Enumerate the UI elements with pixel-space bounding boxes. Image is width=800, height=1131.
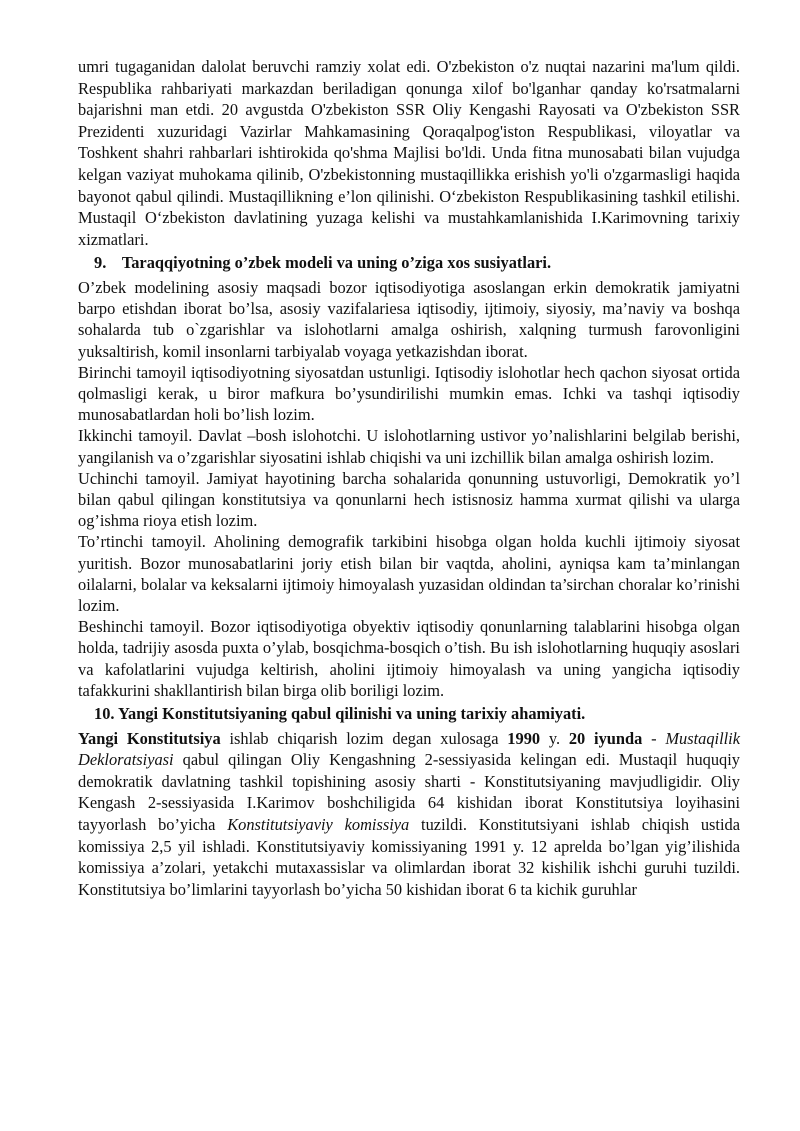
- text-run: -: [642, 728, 666, 748]
- text-run: ishlab chiqarish lozim degan xulosaga: [220, 728, 508, 748]
- section-9-heading: [78, 252, 740, 274]
- text-run: qabul qilingan Oliy Kengashning 2-sessiyasida kelingan edi. Mustaqil huquqiy demokratik davlatning tashkil topishining asosiy sharti - Konstitutsiyaning mavjudligidir. Oliy Kengash 2-sessiyasida I.Karimov boshchiligida 64 kishidan iborat Konstitutsiya loyihasini tayyorlash bo’yicha: [78, 750, 740, 834]
- bold-year: 1990: [507, 728, 541, 748]
- principle-2-paragraph: Ikkinchi tamoyil. Davlat –bosh islohotchi. U islohotlarning ustivor yo’nalishlarini belgilab berishi, yangilanish va o’zgarishlar siyosatini ishlab chiqishi va uni izchillik bilan amalga oshirish lozim.: [78, 426, 740, 467]
- section-10-heading: [78, 703, 740, 725]
- section-9-title: Taraqqiyotning o’zbek modeli va uning o’ziga xos susiyatlari.: [121, 253, 552, 273]
- principle-1-paragraph: Birinchi tamoyil iqtisodiyotning siyosatdan ustunligi. Iqtisodiy islohotlar hech qachon siyosat ortida qolmasligi kerak, u biror mafkura bo’ysundirilishi mumkin emas. Ichki va tashqi iqtisodiy munosabatlardan holi bo’lish lozim.: [78, 362, 740, 425]
- principle-5-paragraph: Beshinchi tamoyil. Bozor iqtisodiyotiga obyektiv iqtisodiy qonunlarning talablarini hisobga olgan holda, tadrijiy asosda puxta o’ylab, bosqichma-bosqich o’tish. Bu ish islohotlarning huquqiy asoslari va kafolatlarini vujudga keltirish, aholini ijtimoiy himoyalash va uning yangicha iqtisodiy tafakkurini shakllantirish bilan birga olib boriligi lozim.: [78, 617, 740, 700]
- principle-3-paragraph: Uchinchi tamoyil. Jamiyat hayotining barcha sohalarida qonunning ustuvorligi, Demokratik yo’l bilan qabul qilingan konstitutsiya va qonunlarni hech istisnosiz hamma xurmat qilishi va ularga og’ishma rioya etish lozim.: [78, 468, 740, 531]
- section-10-paragraph: [78, 728, 740, 901]
- bold-date: 20 iyunda: [568, 728, 643, 748]
- principle-4-paragraph: To’rtinchi tamoyil. Aholining demografik tarkibini hisobga olgan holda kuchli ijtimoiy siyosat yuritish. Bozor munosabatlarini joriy etish bilan bir vaqtda, aholini, ayniqsa kam ta’minlangan oilalarni, bolalar va keksalarni ijtimoiy himoyalash yuzasidan oldindan ta’sirchan choralar ko’rinishi lozim.: [78, 532, 740, 615]
- section-10-number: 10.: [94, 704, 115, 723]
- section-9-number: 9.: [94, 253, 107, 273]
- italic-commission: Konstitutsiyaviy komissiya: [227, 814, 410, 834]
- continued-paragraph: umri tugaganidan dalolat beruvchi ramziy xolat edi. O'zbekiston o'z nuqtai nazarini ma'lum qildi. Respublika rahbariyati markazdan beriladigan qonunga xilof bo'lganhar qanday ko'rsatmalarni bajarishni man etdi. 20 avgustda O'zbekiston SSR Oliy Kengashi Rayosati va O'zbekiston SSR Prezidenti xuzuridagi Vazirlar Mahkamasining Qoraqalpog'iston Respublikasi, viloyatlar va Toshkent shahri rahbarlari ishtirokida qo'shma Majlisi bo'ldi. Unda fitna munosabati bilan vujudga kelgan vaziyat muhokama qilinib, O'zbekistonning mustaqillikka erishish yo'li o'zgarmasligi haqida bayonot qabul qilindi. Mustaqillikning e’lon qilinishi. O‘zbekiston Respublikasining tashkil etilishi. Mustaqil O‘zbekiston davlatining yuzaga kelishi va mustahkamlanishida I.Karimovning tarixiy xizmatlari.: [78, 57, 740, 249]
- text-run: tuzildi. Konstitutsiyani ishlab chiqish ustida komissiya 2,5 yil ishladi. Konstitutsiyaviy komissiyaning 1991 y. 12 aprelda bo’lgan yig’ilishida komissiya a’zolari, yetakchi mutaxassislar va olimlardan iborat 32 kishilik ishchi guruhi tuzildi. Konstitutsiya bo’limlarini tayyorlash bo’yicha 50 kishidan iborat 6 ta kichik guruhlar: [78, 814, 740, 899]
- section-9-intro-paragraph: O’zbek modelining asosiy maqsadi bozor iqtisodiyotiga asoslangan erkin demokratik jamiyatni barpo etishdan iborat bo’lsa, asosiy vazifalariesa iqtisodiy, ijtimoiy, siyosiy, ma’naviy va boshqa sohalarda tub o`zgarishlar va islohotlarni amalga oshirish, xalqning turmush farovonligini yuksaltirish, komil insonlarni tarbiyalab voyaga yetkazishdan iborat.: [78, 277, 740, 361]
- section-10-title: Yangi Konstitutsiyaning qabul qilinishi va uning tarixiy ahamiyati.: [118, 704, 586, 723]
- italic-declaration: Mustaqillik Dekloratsiyasi: [78, 728, 741, 770]
- bold-phrase-constitution: Yangi Konstitutsiya: [78, 728, 221, 748]
- text-run: y.: [540, 728, 569, 748]
